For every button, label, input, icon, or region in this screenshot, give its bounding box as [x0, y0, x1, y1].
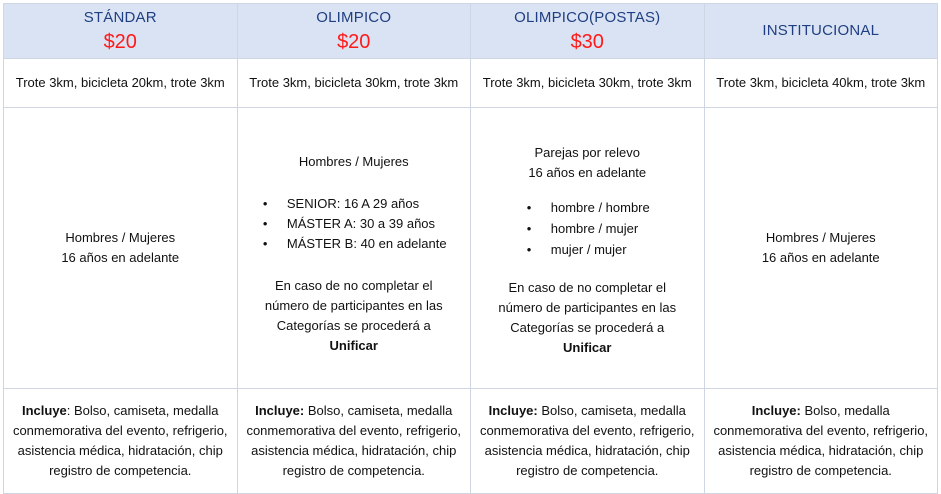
list-item: • MÁSTER B: 40 en adelante — [261, 234, 447, 254]
includes-label: Incluye — [751, 403, 797, 418]
column-price: $20 — [337, 31, 371, 53]
note-bold: Unificar — [563, 339, 612, 355]
includes-cell: Incluye: Bolso, camiseta, medalla conmemorativa del evento, refrigerio, asistencia médica, hidratación, chip registro de competencia. — [471, 389, 705, 494]
includes-label: Incluye — [21, 403, 67, 418]
includes-text: Bolso, medalla conmemorativa del evento, refrigerio, asistencia médica, hidratación, chip registro de competencia. — [713, 403, 929, 478]
distance-cell: Trote 3km, bicicleta 20km, trote 3km — [4, 59, 238, 108]
column-price: $20 — [103, 31, 137, 53]
bullet-icon: • — [262, 196, 268, 211]
note-line: número de participantes en las — [498, 299, 677, 315]
list-item: • hombre / hombre — [525, 197, 650, 218]
category-line: Hombres / Mujeres — [65, 230, 176, 245]
list-item: • mujer / mujer — [525, 239, 650, 260]
bullet-icon: • — [262, 216, 268, 231]
note-line: En caso de no completar el — [274, 278, 433, 293]
category-line: Parejas por relevo — [534, 144, 640, 160]
bullet-icon: • — [526, 199, 532, 215]
bullet-icon: • — [262, 236, 268, 251]
includes-text: Bolso, camiseta, medalla conmemorativa del evento, refrigerio, asistencia médica, hidratación, chip registro de competencia. — [246, 403, 462, 478]
column-header-postas — [471, 4, 705, 59]
includes-text: Bolso, camiseta, medalla conmemorativa del evento, refrigerio, asistencia médica, hidratación, chip registro de competencia. — [479, 403, 695, 478]
includes-label: Incluye — [488, 403, 534, 418]
distance-cell: Trote 3km, bicicleta 30km, trote 3km — [237, 59, 471, 108]
note-line: Categorías se procederá a — [510, 319, 665, 335]
distance-row — [4, 59, 938, 108]
distance-cell: Trote 3km, bicicleta 40km, trote 3km — [704, 59, 938, 108]
column-price: $30 — [570, 31, 604, 53]
column-name: OLIMPICO(POSTAS) — [514, 9, 661, 26]
category-title: Hombres / Mujeres — [298, 154, 409, 169]
note-line: Categorías se procederá a — [276, 318, 431, 333]
bullet-icon: • — [526, 241, 532, 257]
column-name: OLIMPICO — [316, 9, 392, 26]
includes-text: : Bolso, camiseta, medalla conmemorativa del evento, refrigerio, asistencia médica, hidratación, chip registro de competencia. — [12, 403, 228, 478]
includes-row — [4, 389, 938, 494]
category-list — [525, 197, 650, 260]
category-line: 16 años en adelante — [61, 250, 180, 265]
column-header-olimpico — [237, 4, 471, 59]
column-header-institucional — [704, 4, 938, 59]
includes-cell: Incluye: Bolso, medalla conmemorativa del evento, refrigerio, asistencia médica, hidratación, chip registro de competencia. — [704, 389, 938, 494]
note-line: En caso de no completar el — [508, 279, 667, 295]
category-cell-postas — [471, 108, 705, 389]
category-line: 16 años en adelante — [761, 250, 880, 265]
header-row — [4, 4, 938, 59]
category-line: 16 años en adelante — [528, 164, 647, 180]
list-item: • SENIOR: 16 A 29 años — [261, 194, 447, 214]
category-cell-olimpico — [237, 108, 471, 389]
pricing-table — [3, 3, 938, 494]
category-line: Hombres / Mujeres — [765, 230, 876, 245]
note-bold: Unificar — [329, 338, 378, 353]
list-item: • hombre / mujer — [525, 218, 650, 239]
column-name: INSTITUCIONAL — [762, 22, 880, 39]
category-cell-estandar — [4, 108, 238, 389]
note-line: número de participantes en las — [264, 298, 443, 313]
column-header-estandar — [4, 4, 238, 59]
column-name: STÁNDAR — [83, 9, 157, 26]
list-item: • MÁSTER A: 30 a 39 años — [261, 214, 447, 234]
includes-label: Incluye — [255, 403, 300, 418]
bullet-icon: • — [526, 220, 532, 236]
distance-cell: Trote 3km, bicicleta 30km, trote 3km — [471, 59, 705, 108]
category-cell-institucional — [704, 108, 938, 389]
category-row — [4, 108, 938, 389]
includes-cell: Incluye: Bolso, camiseta, medalla conmemorativa del evento, refrigerio, asistencia médica, hidratación, chip registro de competencia. — [237, 389, 471, 494]
includes-cell — [4, 389, 238, 494]
category-list — [261, 194, 447, 254]
